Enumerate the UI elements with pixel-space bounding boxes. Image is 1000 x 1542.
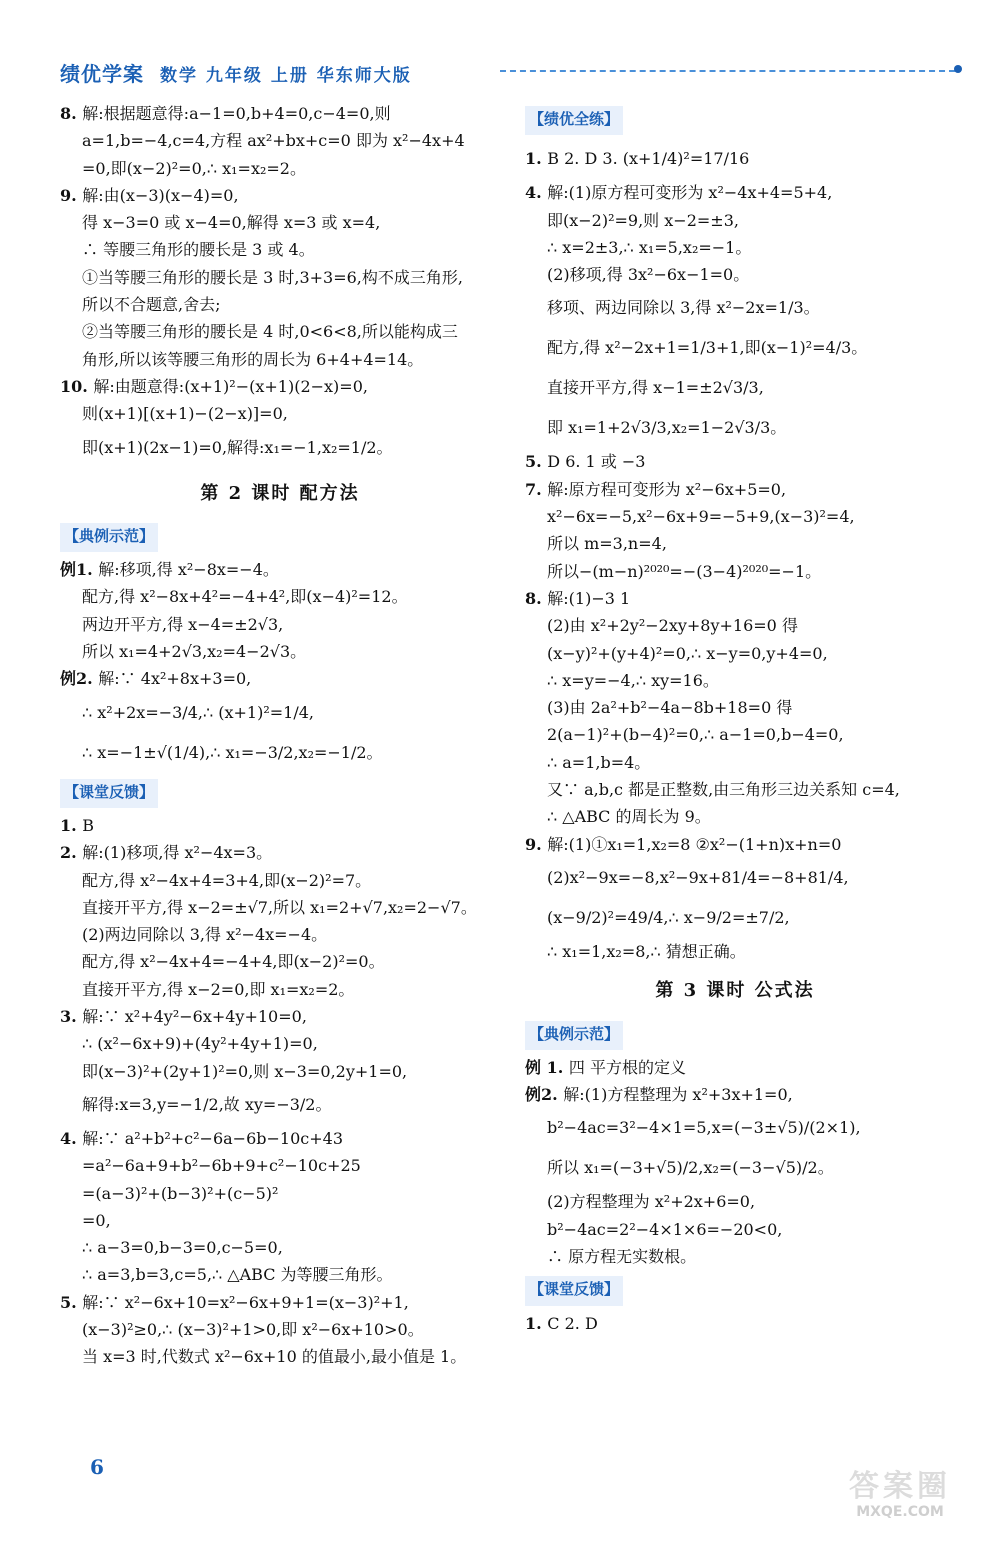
answer-line: [60, 291, 500, 318]
answer-line: [60, 1316, 500, 1343]
answer-line: [60, 976, 500, 1003]
header-dot-icon: [954, 65, 962, 73]
line-text: 所以−(m−n)²⁰²⁰=−(3−4)²⁰²⁰=−1。: [547, 561, 822, 581]
question-number: 例2.: [525, 1085, 564, 1105]
question-number: 9.: [525, 834, 548, 854]
line-text: 四 平方根的定义: [568, 1057, 686, 1077]
answer-line: [60, 1152, 500, 1179]
line-text: ∴ a−3=0,b−3=0,c−5=0,: [82, 1238, 283, 1258]
answer-line: [60, 867, 500, 894]
line-text: 解:根据题意得:a−1=0,b+4=0,c−4=0,则: [82, 104, 391, 123]
left-column: [60, 100, 500, 1371]
section-tag: 【典例示范】: [60, 523, 158, 552]
line-text: ∴ x²+2x=−3/4,∴ (x+1)²=1/4,: [82, 702, 314, 722]
answer-line: [60, 318, 500, 345]
line-text: (x−y)²+(y+4)²=0,∴ x−y=0,y+4=0,: [547, 643, 828, 663]
answer-line: [525, 261, 945, 288]
answer-line: [525, 776, 945, 803]
answer-line: [60, 1125, 500, 1152]
line-text: (x−3)²≥0,∴ (x−3)²+1>0,即 x²−6x+10>0。: [82, 1319, 424, 1339]
line-text: B 2. D 3. (x+1/4)²=17/16: [547, 149, 750, 169]
book-subtitle: 数学 九年级 上册 华东师大版: [160, 66, 412, 86]
line-text: ∴ x=−1±√(1/4),∴ x₁=−3/2,x₂=−1/2。: [82, 742, 383, 762]
line-text: =(a−3)²+(b−3)²+(c−5)²: [82, 1183, 279, 1203]
answer-line: [525, 1310, 945, 1337]
section-tag: 【典例示范】: [525, 1021, 623, 1050]
question-number: 5.: [60, 1292, 83, 1312]
section-tag-row: [60, 773, 500, 812]
line-text: 所以 x₁=(−3+√5)/2,x₂=(−3−√5)/2。: [547, 1158, 834, 1178]
line-text: 解:∵ 4x²+8x+3=0,: [98, 669, 252, 689]
line-text: 直接开平方,得 x−1=±2√3/3,: [547, 378, 764, 398]
line-text: 配方,得 x²−4x+4=−4+4,即(x−2)²=0。: [82, 952, 385, 972]
answer-line: [60, 373, 500, 400]
answer-line: [60, 948, 500, 975]
question-number: 7.: [525, 479, 548, 499]
answer-line: [60, 100, 500, 127]
answer-line: [525, 1081, 945, 1108]
section-tag-row: [60, 517, 500, 556]
right-column: [525, 100, 945, 1337]
answer-line: [525, 503, 945, 530]
line-text: 移项、两边同除以 3,得 x²−2x=1/3。: [547, 298, 820, 318]
answer-line: [60, 638, 500, 665]
answer-line: [525, 448, 945, 475]
answer-line: [60, 693, 500, 733]
line-text: 解:(1)原方程可变形为 x²−4x+4=5+4,: [547, 183, 833, 203]
answer-line: [525, 694, 945, 721]
question-number: 9.: [60, 185, 83, 205]
line-text: =0,: [82, 1210, 111, 1230]
question-number: 例2.: [60, 669, 99, 689]
line-text: (2)x²−9x=−8,x²−9x+81/4=−8+81/4,: [547, 867, 849, 887]
line-text: 解:(1)①x₁=1,x₂=8 ②x²−(1+n)x+n=0: [547, 834, 842, 854]
line-text: ②当等腰三角形的腰长是 4 时,0<6<8,所以能构成三: [82, 322, 458, 342]
answer-line: [60, 155, 500, 182]
line-text: ∴ x=y=−4,∴ xy=16。: [547, 670, 719, 690]
answer-line: [60, 812, 500, 839]
answer-line: [525, 1243, 945, 1270]
line-text: 配方,得 x²−2x+1=1/3+1,即(x−1)²=4/3。: [547, 338, 868, 358]
answer-line: [525, 234, 945, 261]
line-text: (2)两边同除以 3,得 x²−4x=−4。: [82, 925, 328, 945]
line-text: 解:移项,得 x²−8x=−4。: [98, 560, 279, 580]
answer-line: [60, 611, 500, 638]
line-text: ∴ △ABC 的周长为 9。: [547, 807, 711, 827]
answer-line: [60, 921, 500, 948]
answer-line: [60, 1289, 500, 1316]
answer-line: [525, 139, 945, 179]
answer-line: [60, 1003, 500, 1030]
answer-line: [60, 264, 500, 291]
question-number: 8.: [525, 588, 548, 608]
line-text: (3)由 2a²+b²−4a−8b+18=0 得: [547, 698, 793, 718]
answer-line: [60, 1085, 500, 1125]
answer-line: [60, 1207, 500, 1234]
header-dashed-rule: [500, 70, 955, 72]
answer-line: [525, 558, 945, 585]
line-text: 解:∵ a²+b²+c²−6a−6b−10c+43: [82, 1128, 344, 1148]
line-text: 解:(1)移项,得 x²−4x=3。: [82, 843, 273, 863]
answer-line: [60, 1030, 500, 1057]
answer-line: [60, 1343, 500, 1370]
line-text: 直接开平方,得 x−2=±√7,所以 x₁=2+√7,x₂=2−√7。: [82, 897, 477, 917]
question-number: 1.: [525, 149, 548, 169]
lesson-title: [525, 977, 945, 1004]
question-number: 10.: [60, 376, 94, 396]
line-text: ∴ a=1,b=4。: [547, 752, 651, 772]
line-text: (2)由 x²+2y²−2xy+8y+16=0 得: [547, 616, 798, 636]
line-text: ∴ (x²−6x+9)+(4y²+4y+1)=0,: [82, 1034, 318, 1054]
answer-line: [60, 1234, 500, 1261]
answer-line: [60, 127, 500, 154]
lesson-title: [60, 480, 500, 507]
answer-line: [60, 1261, 500, 1288]
section-tag-row: [525, 1015, 945, 1054]
line-text: ∴ a=3,b=3,c=5,∴ △ABC 为等腰三角形。: [82, 1265, 393, 1285]
line-text: C 2. D: [547, 1313, 598, 1333]
answer-line: [525, 328, 945, 368]
line-text: 解得:x=3,y=−1/2,故 xy=−3/2。: [82, 1094, 332, 1114]
answer-line: [525, 803, 945, 830]
line-text: 即 x₁=1+2√3/3,x₂=1−2√3/3。: [547, 418, 787, 438]
answer-line: [525, 585, 945, 612]
answer-line: [525, 1216, 945, 1243]
watermark-text: 答案圈: [849, 1469, 951, 1504]
question-number: 例1.: [60, 560, 99, 580]
line-text: 则(x+1)[(x+1)−(2−x)]=0,: [82, 404, 288, 424]
answer-line: [525, 530, 945, 557]
answer-line: [525, 831, 945, 858]
line-text: 解:(1)−3 1: [547, 588, 631, 608]
line-text: 即(x−3)²+(2y+1)²=0,则 x−3=0,2y+1=0,: [82, 1061, 408, 1081]
line-text: b²−4ac=2²−4×1×6=−20<0,: [547, 1219, 783, 1239]
answer-line: [60, 556, 500, 583]
line-text: 解:原方程可变形为 x²−6x+5=0,: [547, 479, 787, 499]
question-number: 1.: [525, 1313, 548, 1333]
question-number: 2.: [60, 843, 83, 863]
answer-line: [60, 346, 500, 373]
line-text: 角形,所以该等腰三角形的周长为 6+4+4=14。: [82, 349, 424, 369]
answer-line: [60, 733, 500, 773]
section-tag: 【课堂反馈】: [60, 779, 158, 808]
answer-line: [525, 1148, 945, 1188]
page-header: [60, 58, 960, 90]
line-text: 当 x=3 时,代数式 x²−6x+10 的值最小,最小值是 1。: [82, 1347, 467, 1367]
answer-line: [525, 640, 945, 667]
line-text: 得 x−3=0 或 x−4=0,解得 x=3 或 x=4,: [82, 213, 381, 233]
line-text: (x−9/2)²=49/4,∴ x−9/2=±7/2,: [547, 907, 790, 927]
question-number: 3.: [60, 1007, 83, 1027]
line-text: 解:∵ x²+4y²−6x+4y+10=0,: [82, 1007, 307, 1027]
question-number: 5.: [525, 452, 548, 472]
answer-line: [525, 898, 945, 938]
line-text: 配方,得 x²−4x+4=3+4,即(x−2)²=7。: [82, 870, 372, 890]
line-text: 解:∵ x²−6x+10=x²−6x+9+1=(x−3)²+1,: [82, 1292, 409, 1312]
book-brand: 绩优学案: [60, 62, 144, 86]
line-text: 解:由题意得:(x+1)²−(x+1)(2−x)=0,: [93, 376, 368, 396]
answer-line: [525, 749, 945, 776]
line-text: 第 3 课时 公式法: [655, 980, 815, 1002]
line-text: (2)移项,得 3x²−6x−1=0。: [547, 265, 750, 285]
question-number: 例 1.: [525, 1057, 569, 1077]
answer-line: [525, 368, 945, 408]
line-text: b²−4ac=3²−4×1=5,x=(−3±√5)/(2×1),: [547, 1118, 861, 1138]
line-text: 第 2 课时 配方法: [200, 482, 360, 504]
answer-line: [60, 894, 500, 921]
answer-line: [525, 721, 945, 748]
section-tag-row: [525, 100, 945, 139]
answer-line: [60, 583, 500, 610]
line-text: a=1,b=−4,c=4,方程 ax²+bx+c=0 即为 x²−4x+4: [82, 131, 465, 151]
line-text: ∴ 等腰三角形的腰长是 3 或 4。: [82, 240, 315, 260]
answer-line: [60, 1180, 500, 1207]
answer-line: [60, 428, 500, 468]
line-text: (2)方程整理为 x²+2x+6=0,: [547, 1192, 756, 1212]
answer-line: [525, 408, 945, 448]
answer-line: [525, 1188, 945, 1215]
section-tag-row: [525, 1270, 945, 1309]
question-number: 4.: [525, 183, 548, 203]
answer-line: [60, 400, 500, 427]
answer-line: [525, 1108, 945, 1148]
answer-line: [60, 236, 500, 263]
page-number: 6: [90, 1455, 104, 1479]
question-number: 1.: [60, 815, 83, 835]
question-number: 4.: [60, 1128, 83, 1148]
line-text: =0,即(x−2)²=0,∴ x₁=x₂=2。: [82, 158, 306, 178]
section-tag: 【课堂反馈】: [525, 1276, 623, 1305]
line-text: 两边开平方,得 x−4=±2√3,: [82, 614, 284, 634]
answer-line: [60, 182, 500, 209]
answer-line: [525, 858, 945, 898]
answer-line: [60, 209, 500, 236]
line-text: ∴ 原方程无实数根。: [547, 1247, 697, 1267]
answer-line: [525, 179, 945, 206]
answer-line: [525, 288, 945, 328]
line-text: 即(x+1)(2x−1)=0,解得:x₁=−1,x₂=1/2。: [82, 437, 393, 457]
question-number: 8.: [60, 104, 83, 123]
answer-line: [525, 938, 945, 965]
line-text: B: [82, 815, 95, 835]
answer-line: [525, 667, 945, 694]
line-text: 解:由(x−3)(x−4)=0,: [82, 185, 239, 205]
line-text: 所以 m=3,n=4,: [547, 534, 667, 554]
line-text: 所以 x₁=4+2√3,x₂=4−2√3。: [82, 642, 307, 662]
answer-line: [525, 612, 945, 639]
line-text: 所以不合题意,舍去;: [82, 295, 221, 315]
answer-line: [525, 476, 945, 503]
answer-line: [525, 1054, 945, 1081]
line-text: 解:(1)方程整理为 x²+3x+1=0,: [563, 1085, 793, 1105]
line-text: ∴ x=2±3,∴ x₁=5,x₂=−1。: [547, 237, 752, 257]
line-text: 直接开平方,得 x−2=0,即 x₁=x₂=2。: [82, 979, 355, 999]
line-text: ①当等腰三角形的腰长是 3 时,3+3=6,构不成三角形,: [82, 267, 463, 287]
watermark-url: MXQE.COM: [856, 1504, 944, 1520]
answer-line: [525, 207, 945, 234]
answer-line: [60, 1058, 500, 1085]
line-text: ∴ x₁=1,x₂=8,∴ 猜想正确。: [547, 941, 746, 961]
line-text: =a²−6a+9+b²−6b+9+c²−10c+25: [82, 1156, 361, 1176]
watermark-logo: [815, 1470, 985, 1530]
section-tag: 【绩优全练】: [525, 106, 623, 135]
line-text: 又∵ a,b,c 都是正整数,由三角形三边关系知 c=4,: [547, 780, 900, 800]
line-text: 即(x−2)²=9,则 x−2=±3,: [547, 210, 739, 230]
answer-line: [60, 665, 500, 692]
line-text: x²−6x=−5,x²−6x+9=−5+9,(x−3)²=4,: [547, 507, 855, 527]
answer-line: [60, 839, 500, 866]
line-text: D 6. 1 或 −3: [547, 452, 646, 472]
line-text: 配方,得 x²−8x+4²=−4+4²,即(x−4)²=12。: [82, 587, 408, 607]
line-text: 2(a−1)²+(b−4)²=0,∴ a−1=0,b−4=0,: [547, 725, 844, 745]
